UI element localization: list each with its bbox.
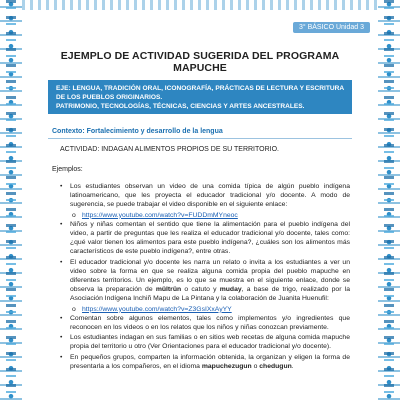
- decorative-border-top: [22, 0, 378, 10]
- term-multrun: mültrün: [155, 286, 182, 294]
- item-text: o catuto y: [181, 286, 220, 294]
- item-text: Los estudiantes indagan en sus familias o en sitios web recetas de alguna comida mapuche propia del territorio u otro (Ver Orientaciones para el educador tradicional y/o docente).: [70, 334, 350, 351]
- page-title: EJEMPLO DE ACTIVIDAD SUGERIDA DEL PROGRAMA MAPUCHE: [60, 50, 340, 74]
- decorative-border-right: [378, 0, 400, 400]
- item-text: o: [251, 362, 260, 370]
- list-item: [58, 314, 350, 332]
- item-text: Niños y niñas comentan el sentido que tiene la alimentación para el pueblo indígena del video, a partir de preguntas que les realiza el educador tradicional y/o docente, tales como: ¿qué valor tienen los alimentos para este pueblo indígena?, ¿cuáles son los alimentos más característicos de este pueblo indígena?, entre otras.: [70, 220, 350, 256]
- eje-box: [48, 80, 352, 114]
- sub-bullet-icon: o: [72, 211, 76, 219]
- examples-label: Ejemplos:: [52, 166, 83, 173]
- bullet-icon: •: [60, 258, 63, 266]
- sub-bullet-icon: o: [72, 305, 76, 313]
- list-item: [58, 258, 350, 304]
- sub-item: [58, 211, 350, 220]
- item-text: En pequeños grupos, comparten la información obtenida, la organizan y eligen la forma de presentarla a los compañeros, en el idioma: [70, 353, 350, 370]
- activity-title: ACTIVIDAD: INDAGAN ALIMENTOS PROPIOS DE SU TERRITORIO.: [60, 146, 279, 153]
- list-item: [58, 220, 350, 257]
- contexto-heading: Contexto: Fortalecimiento y desarrollo de la lengua: [52, 128, 223, 135]
- term-chedugun: chedugun: [259, 362, 292, 370]
- item-text: Los estudiantes observan un video de una comida típica de algún pueblo indígena latinoamericano, que les proyecta el educador tradicional y/o docente. A modo de sugerencia, se puede trabajar el video disponible en el siguiente enlace:: [70, 183, 350, 209]
- bullet-icon: •: [60, 220, 63, 228]
- bullet-icon: •: [60, 183, 63, 190]
- divider: [48, 138, 352, 139]
- sub-item: [58, 305, 350, 314]
- grade-badge: 3° BÁSICO Unidad 3: [293, 22, 370, 33]
- list-item: [58, 353, 350, 371]
- video-link-1[interactable]: https://www.youtube.com/watch?v=FUDDmMYneoc: [82, 211, 238, 219]
- item-text: Comentan sobre algunos elementos, tales como implementos y/o ingredientes que reconocen en los videos o en los relatos que los niños y niñas conozcan previamente.: [70, 314, 350, 332]
- eje-line-1: EJE: LENGUA, TRADICIÓN ORAL, ICONOGRAFÍA, PRÁCTICAS DE LECTURA Y ESCRITURA DE LOS PUEBLOS ORIGINARIOS.: [56, 85, 344, 101]
- term-mapuchezugun: mapuchezugun: [201, 362, 252, 370]
- examples-list: [58, 182, 350, 372]
- video-link-2[interactable]: https://www.youtube.com/watch?v=Z3GsIXxAyYY: [82, 305, 232, 313]
- decorative-border-left: [0, 0, 22, 400]
- list-item: [58, 333, 350, 351]
- item-text: El educador tradicional y/o docente les narra un relato o invita a los estudiantes a ver un video sobre la forma en que se realiza alguna comida propia del pueblo mapuche en diferentes territorios. Un ejemplo, es lo que se muestra en el siguiente enlace, donde se observa la preparación de: [70, 258, 350, 294]
- eje-line-2: PATRIMONIO, TECNOLOGÍAS, TÉCNICAS, CIENCIAS Y ARTES ANCESTRALES.: [56, 103, 305, 110]
- item-text: .: [291, 362, 294, 370]
- bullet-icon: •: [60, 314, 63, 322]
- bullet-icon: •: [60, 334, 63, 342]
- bullet-icon: •: [60, 353, 63, 361]
- item-text: , a base de trigo, realizado por la Asociación Indígena Inchiñ Mapu de La Pintana y la colaboración de Juanita Huenufil:: [70, 286, 350, 303]
- list-item: [58, 182, 350, 210]
- term-muday: muday: [219, 286, 242, 294]
